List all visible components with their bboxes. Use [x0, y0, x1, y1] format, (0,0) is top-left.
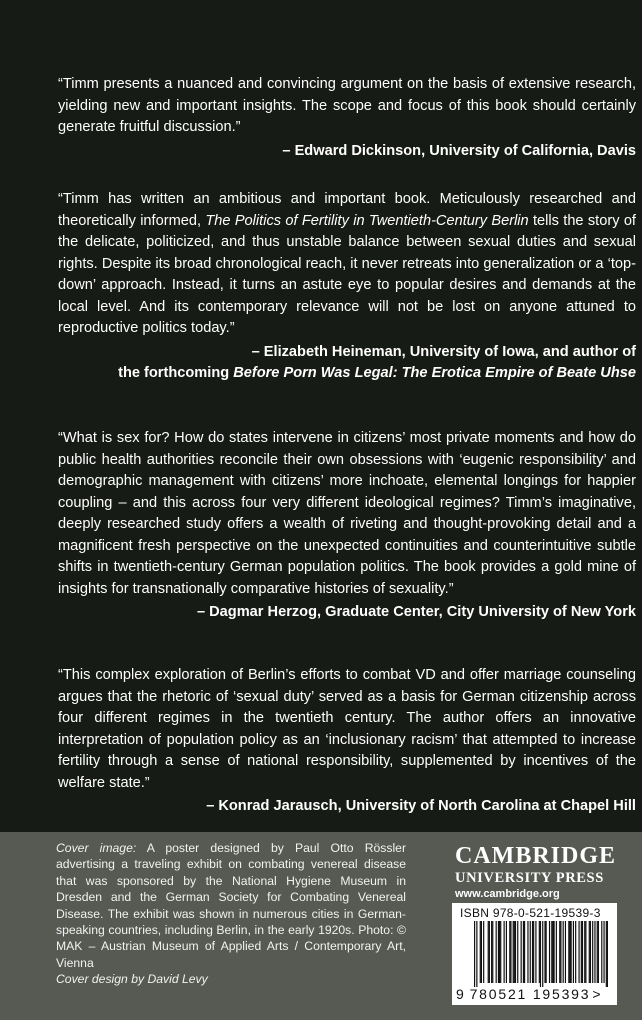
barcode-bar	[553, 921, 554, 983]
barcode-bar	[568, 921, 569, 983]
attribution-line	[58, 363, 636, 385]
barcode-bar	[560, 921, 561, 983]
barcode-bar	[474, 921, 475, 987]
attribution-line: – Dagmar Herzog, Graduate Center, City University of New York	[196, 604, 636, 620]
barcode-bar	[527, 921, 528, 983]
review-quote: “This complex exploration of Berlin’s efforts to combat VD and offer marriage counseling argues that the rhetoric of ‘sexual duty’ served as a basis for German citizenship across four different regimes in the twentieth century. The author offers an innovative interpretation of population policy as an ‘inclusionary racism’ that attempted to increase fertility through a sense of national responsibility, supplemented by incentives of the welfare state.”	[58, 667, 636, 791]
review-quote: “What is sex for? How do states intervene in citizens’ most private moments and how do public health authorities reconcile their own obsessions with ‘eugenic responsibility’ and demographic management with citizens’ more inchoate, elemental longings for happier coupling – and this across four very different ideological regimes? Timm’s imaginative, deeply researched study offers a wealth of riveting and thought-provoking detail and a magnificent fresh perspective on the unexpected continuities and counterintuitive subtle shifts in twentieth-century German population politics. The book provides a gold mine of insights for transnationally comparative histories of sexuality.”	[58, 430, 636, 597]
barcode-bar	[539, 921, 540, 983]
barcode-bar	[476, 921, 477, 987]
barcode-digit-group-1: 780521	[469, 986, 528, 1002]
quote-text-before: “Timm has written an ambitious and important book. Meticulously researched and theoretically informed,	[58, 191, 636, 229]
barcode-bar	[556, 921, 557, 983]
barcode-first-digit: 9	[456, 986, 466, 1002]
barcode-bar	[544, 921, 545, 983]
barcode-bar	[510, 921, 511, 983]
barcode-bar	[575, 921, 576, 983]
review-quote: “Timm presents a nuanced and convincing argument on the basis of extensive research, yielding new and important insights. The scope and focus of this book should certainly generate fruitful discussion.”	[58, 76, 636, 135]
review-heineman	[58, 189, 636, 385]
isbn-label: ISBN 978-0-521-19539-3	[460, 906, 601, 920]
cover-image-description: A poster designed by Paul Otto Rössler advertising a traveling exhibit on combating venereal disease that was sponsored by the National Hygiene Museum in Dresden and the German Society for Combating Venereal Disease. The exhibit was shown in numerous cities in German-speaking countries, including Berlin, in the early 1920s. Photo: © MAK – Austrian Museum of Applied Arts / Contemporary Art, Vienna	[56, 841, 407, 970]
barcode-arrow: >	[592, 986, 603, 1002]
barcode-bar	[594, 921, 595, 983]
barcode-digits	[456, 986, 602, 1002]
review-attribution	[58, 602, 636, 624]
barcode-bar	[592, 921, 593, 983]
book-title: The Politics of Fertility in Twentieth-Century Berlin	[205, 212, 529, 229]
barcode-bar	[513, 921, 514, 983]
publisher-name-line1: CAMBRIDGE	[455, 843, 617, 869]
back-cover-footer	[0, 832, 642, 1020]
barcode-bar	[535, 921, 536, 983]
cover-design-credit: Cover design by David Levy	[56, 972, 208, 986]
attribution-line: – Elizabeth Heineman, University of Iowa, and author of	[251, 343, 636, 360]
barcode-bar	[496, 921, 497, 983]
review-attribution	[58, 141, 636, 163]
barcode-bar	[530, 921, 531, 983]
barcode-bar	[489, 921, 490, 983]
barcode-bar	[578, 921, 579, 983]
barcode-bar	[590, 921, 591, 983]
barcode-bars	[474, 921, 608, 987]
barcode-bar	[542, 921, 543, 987]
barcode-bar	[549, 921, 550, 983]
barcode-bar	[500, 921, 501, 983]
barcode-bar	[546, 921, 547, 983]
attribution-prefix: the forthcoming	[118, 365, 234, 381]
attribution-line: – Edward Dickinson, University of California, Davis	[282, 142, 636, 159]
barcode-bar	[492, 921, 493, 983]
barcode-bar	[571, 921, 572, 983]
review-attribution	[58, 796, 636, 818]
review-jarausch	[58, 665, 636, 818]
review-attribution	[58, 342, 636, 385]
barcode-bar	[551, 921, 552, 983]
barcode-bar	[581, 921, 582, 983]
publisher-logo	[455, 844, 625, 887]
barcode-bar	[585, 921, 586, 983]
barcode-bar	[483, 921, 484, 983]
barcode-bar	[517, 921, 518, 983]
attribution-line: – Konrad Jarausch, University of North Carolina at Chapel Hill	[206, 798, 636, 814]
publisher-name-line2: UNIVERSITY PRESS	[455, 870, 604, 886]
review-dickinson	[58, 74, 636, 162]
barcode-bar	[521, 921, 522, 983]
barcode-bar	[533, 921, 534, 983]
barcode-bar	[509, 921, 510, 983]
barcode-bar	[540, 921, 541, 987]
barcode-bar	[488, 921, 489, 983]
barcode-bar	[601, 921, 602, 983]
barcode-bar	[504, 921, 505, 983]
review-herzog	[58, 428, 636, 624]
barcode-digit-group-2: 195393	[532, 986, 591, 1002]
quote-text-after: tells the story of the delicate, politicized, and thus unstable balance between sexual duties and sexual rights. Despite its broad chronological reach, it never retreats into generalization or a ‘top-down’ approach. Instead, it turns an astute eye to popular desires and demands at the local level. And its contemporary relevance will not be lost on anyone attuned to reproductive politics today.”	[58, 212, 636, 336]
barcode-bar	[606, 921, 607, 987]
barcode-bar	[584, 921, 585, 983]
barcode-bar	[506, 921, 507, 983]
barcode-bar	[481, 921, 482, 983]
barcode-bar	[515, 921, 516, 983]
barcode-bar	[491, 921, 492, 983]
barcode-bar	[523, 921, 524, 983]
barcode-bar	[498, 921, 499, 983]
barcode-bar	[532, 921, 533, 983]
barcode-bar	[598, 921, 599, 983]
barcode-bar	[552, 921, 553, 983]
barcode-bar	[480, 921, 481, 983]
cover-image-credit	[56, 840, 406, 971]
cover-image-label: Cover image:	[56, 841, 137, 855]
barcode-bar	[524, 921, 525, 983]
barcode-bar	[582, 921, 583, 983]
barcode-bar	[569, 921, 570, 983]
barcode-bar	[559, 921, 560, 983]
barcode-bar	[563, 921, 564, 983]
forthcoming-book-title: Before Porn Was Legal: The Erotica Empire of Beate Uhse	[233, 365, 636, 381]
barcode-bar	[589, 921, 590, 983]
barcode-bar	[565, 921, 566, 983]
barcode-bar	[603, 921, 604, 983]
barcode-bar	[499, 921, 500, 983]
barcode-bar	[514, 921, 515, 983]
review-quote	[58, 189, 636, 340]
publisher-url: www.cambridge.org	[455, 888, 560, 900]
isbn-barcode	[452, 903, 617, 1005]
barcode-bar	[573, 921, 574, 983]
barcode-bar	[597, 921, 598, 983]
barcode-bar	[607, 921, 608, 987]
